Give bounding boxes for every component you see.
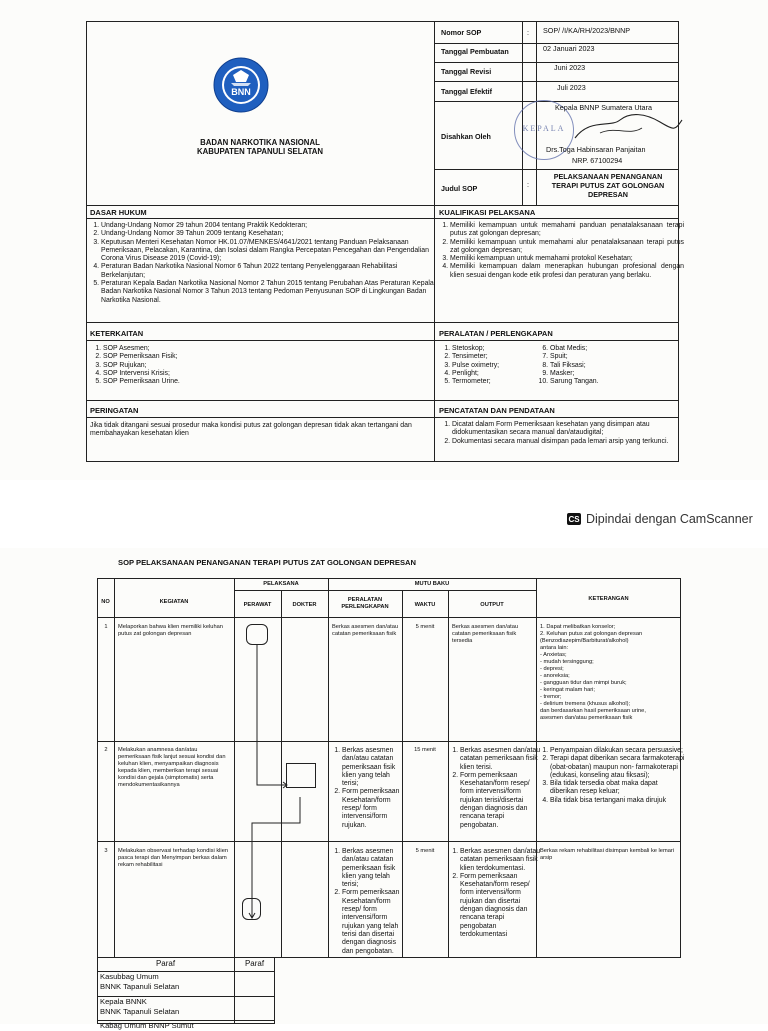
peralatan-item: 1. Berkas asesmen dan/atau catatan pemeriksaan fisik klien yang telah terisi; [342, 747, 408, 788]
tanggal-revisi-value: Juni 2023 [554, 63, 586, 72]
pencatatan-title: PENCATATAN DAN PENDATAAN [439, 406, 555, 415]
keterkaitan-item: 4. SOP Intervensi Krisis; [103, 370, 433, 378]
peralatan-item: 1. Stetoskop; [452, 345, 542, 353]
signature [570, 108, 685, 148]
row3-kegiatan: Melakukan observasi terhadap kondisi klien pasca terapi dan Menyimpan berkas dalam rekam rehabilitasi [118, 848, 229, 868]
keterangan-line: - mudah tersinggung; [540, 659, 594, 665]
row2-keterangan [541, 747, 686, 805]
keterkaitan-title: KETERKAITAN [90, 329, 144, 338]
dasar-hukum-list [90, 222, 441, 305]
row3-waktu: 5 menit [415, 848, 435, 854]
tanggal-pembuatan-value: 02 Januari 2023 [543, 44, 595, 53]
tanggal-efektif-label: Tanggal Efektif [441, 87, 492, 96]
camscanner-watermark [567, 512, 753, 526]
disahkan-name: Drs.Toga Habinsaran Panjaitan [546, 145, 646, 154]
colon: : [527, 28, 529, 37]
peralatan-item: 1. Berkas asesmen dan/atau catatan pemeriksaan fisik klien yang telah terisi; [342, 848, 408, 889]
kualifikasi-title: KUALIFIKASI PELAKSANA [439, 208, 536, 217]
output-item: 2. Form pemeriksaan Kesehatan/form resep/ form intervensi/form rujukan terisi/disertai dengan diagnosis dan rencana terapi pengobatan. [460, 772, 542, 830]
dasar-hukum-title: DASAR HUKUM [90, 208, 147, 217]
dasar-hukum-item: 2. Undang-Undang Nomor 39 Tahun 2009 tentang Kesehatan; [101, 230, 441, 238]
dasar-hukum-item: 5. Peraturan Kepala Badan Narkotika Nasional Nomor 2 Tahun 2015 tentang Perubahan Atas Peraturan Kepala Badan Narkotika Nasional Nomor 3 Tahun 2013 tentang Pedoman Penyusunan SOP di Lingkungan Badan Narkotika Nasional. [101, 280, 441, 305]
tanggal-pembuatan-label: Tanggal Pembuatan [441, 47, 509, 56]
keterangan-line: 1. Dapat melibatkan konselor; [540, 624, 616, 630]
peralatan-item: 8. Tali Fiksasi; [550, 362, 680, 370]
keterangan-item: 4. Bila tidak bisa tertangani maka dirujuk [550, 797, 686, 805]
col-perawat: PERAWAT [243, 602, 272, 608]
flow-process-box [286, 763, 316, 788]
keterangan-line: - Anxietas; [540, 652, 567, 658]
peralatan-list-right [536, 345, 680, 386]
judul-sop-line3: DEPRESAN [588, 190, 628, 199]
kualifikasi-list [439, 222, 684, 280]
keterangan-line: - delirium tremens (khusus alkohol); [540, 701, 631, 707]
row1-peralatan: Berkas asesmen dan/atau catatan pemeriksaan fisik [332, 624, 399, 637]
keterangan-line: 2. Keluhan putus zat golongan depresan [540, 631, 643, 637]
peralatan-list-left [441, 345, 542, 386]
keterangan-item: 1. Penyampaian dilakukan secara persuasive; [550, 747, 686, 755]
peringatan-text: Jika tidak ditangani sesuai prosedur maka kondisi putus zat golongan depresan tidak akan tertangani dan membahayakan kesehatan klien [90, 422, 412, 438]
keterangan-line: - gangguan tidur dan mimpi buruk; [540, 680, 627, 686]
keterkaitan-item: 5. SOP Pemeriksaan Urine. [103, 378, 433, 386]
peralatan-item: 2. Form pemeriksaan Kesehatan/form resep/ form intervensi/form rujukan. [342, 788, 408, 829]
sop-flow-page [0, 548, 768, 1030]
sop-cover-page [0, 0, 768, 480]
page2-title: SOP PELAKSANAAN PENANGANAN TERAPI PUTUS ZAT GOLONGAN DEPRESAN [118, 558, 417, 567]
col-mutu-baku: MUTU BAKU [414, 581, 450, 587]
peralatan-item: 9. Masker; [550, 370, 680, 378]
dasar-hukum-item: 3. Keputusan Menteri Kesehatan Nomor HK.01.07/MENKES/4641/2021 tentang Panduan Pelaksanaan Pemeriksaan, Pelacakan, Karantina, dan Isolasi dalam Rangka Percepatan Pencegahan dan Pengendalian Corona Virus Disease 2019 (Covid-19); [101, 239, 441, 264]
keterangan-line: (Benzodiazepim/Barbiturat/alkohol) [540, 638, 629, 644]
keterangan-line: - anoreksia; [540, 673, 570, 679]
col-output: OUTPUT [480, 602, 504, 608]
tanggal-efektif-value: Juli 2023 [557, 83, 586, 92]
pencatatan-item: 1. Dicatat dalam Form Pemeriksaan kesehatan yang disimpan atau didokumentasikan secara manual dan/ataudigital; [452, 421, 684, 438]
row2-output [451, 747, 542, 830]
row1-kegiatan: Melaporkan bahwa klien memiliki keluhan putus zat golongan depresan [118, 624, 223, 637]
col-kegiatan: KEGIATAN [159, 599, 189, 605]
paraf-row1-line1: Kasubbag Umum [100, 972, 159, 981]
row2-peralatan [333, 747, 408, 830]
row3-output [451, 848, 542, 939]
flow-end-terminator [242, 898, 261, 920]
keterangan-line: antara lain: [540, 645, 569, 651]
row3-keterangan: Berkas rekam rehabilitasi disimpan kembali ke lemari arsip [540, 848, 675, 861]
judul-sop-label: Judul SOP [441, 184, 478, 193]
camscanner-icon: CS [568, 514, 580, 524]
kualifikasi-item: 3. Memiliki kemampuan untuk memahami protokol Kesehatan; [450, 255, 684, 263]
row2-kegiatan: Melakukan anamnesa dan/atau pemeriksaan fisik lanjut sesuai kondisi dan keluhan klien, menyampaikan diagnosis kepada klien, memberikan terapi sesuai kondisi dan gejala (simptomatis) serta mendokumentasikannya [118, 747, 226, 788]
col-keterangan: KETERANGAN [588, 596, 629, 602]
row3-peralatan [333, 848, 408, 956]
org-name: BADAN NARKOTIKA NASIONAL [200, 138, 320, 147]
col-no: NO [101, 599, 110, 605]
paraf-row2-line1: Kepala BNNK [100, 997, 147, 1006]
nomor-sop-label: Nomor SOP [441, 28, 482, 37]
col-waktu: WAKTU [414, 602, 436, 608]
keterangan-line: - tremor; [540, 694, 562, 700]
camscanner-label: Dipindai dengan CamScanner [586, 512, 753, 526]
keterangan-item: 2. Terapi dapat diberikan secara farmakoterapi (obat-obatan) maupun non- farmakoterapi (edukasi, konseling atau fiksasi); [550, 755, 686, 780]
colon: : [527, 180, 529, 189]
peralatan-item: 5. Termometer; [452, 378, 542, 386]
peringatan-title: PERINGATAN [90, 406, 139, 415]
peralatan-item: 10. Sarung Tangan. [550, 378, 680, 386]
keterangan-line: - depresi; [540, 666, 564, 672]
row3-no: 3 [104, 848, 108, 854]
row2-waktu: 15 menit [414, 747, 436, 753]
output-item: 2. Form pemeriksaan Kesehatan/form resep/ form intervensi/form rujukan dan disertai dengan diagnosis dan rencana terapi pengobatan terdokumentasi [460, 873, 542, 939]
peralatan-item: 2. Form pemeriksaan Kesehatan/form resep/ form intervensi/form rujukan yang telah terisi dan disertai dengan diagnosis dan pengobatan. [342, 889, 408, 955]
row1-keterangan [540, 624, 680, 722]
dasar-hukum-item: 4. Peraturan Badan Narkotika Nasional Nomor 6 Tahun 2022 tentang Penyelenggaraan Rehabilitasi Berkelanjutan; [101, 263, 441, 280]
kualifikasi-item: 2. Memiliki kemampuan untuk memahami alur penatalaksanaan terapi putus zat golongan depresan; [450, 239, 684, 256]
keterangan-item: 3. Bila tidak tersedia obat maka dapat diberikan resep keluar; [550, 780, 686, 797]
keterkaitan-item: 2. SOP Pemeriksaan Fisik; [103, 353, 433, 361]
disahkan-title: Kepala BNNP Sumatera Utara [555, 103, 652, 112]
peralatan-item: 7. Spuit; [550, 353, 680, 361]
org-unit: KABUPATEN TAPANULI SELATAN [196, 147, 324, 156]
pencatatan-list [441, 421, 684, 446]
bnn-logo [213, 57, 269, 113]
pencatatan-item: 2. Dokumentasi secara manual disimpan pada lemari arsip yang terkunci. [452, 438, 684, 446]
disahkan-nrp: NRP. 67100294 [572, 156, 623, 165]
keterangan-line: dan berdasarkan hasil pemeriksaan urine, [540, 708, 646, 714]
kualifikasi-item: 1. Memiliki kemampuan untuk memahami panduan penatalaksanaan terapi putus zat golongan depresan; [450, 222, 684, 239]
peralatan-item: 4. Penlight; [452, 370, 542, 378]
judul-sop-line2: TERAPI PUTUS ZAT GOLONGAN [551, 181, 665, 190]
keterkaitan-list [92, 345, 433, 386]
keterkaitan-item: 1. SOP Asesmen; [103, 345, 433, 353]
kualifikasi-item: 4. Memiliki kemampuan dalam menerapkan hubungan profesional dengan klien sesuai dengan kode etik profesi dan peraturan yang berlaku. [450, 263, 684, 280]
peralatan-title: PERALATAN / PERLENGKAPAN [439, 329, 553, 338]
output-item: 1. Berkas asesmen dan/atau catatan pemeriksaan fisik klien terisi. [460, 747, 542, 772]
row1-waktu: 5 menit [415, 624, 435, 630]
col-pelaksana: PELAKSANA [263, 581, 299, 587]
logo-acronym: BNN [231, 87, 251, 97]
peralatan-item: 2. Tensimeter; [452, 353, 542, 361]
row2-no: 2 [104, 747, 108, 753]
paraf-col2: Paraf [244, 959, 265, 968]
row1-no: 1 [104, 624, 108, 630]
paraf-row2-line2: BNNK Tapanuli Selatan [100, 1007, 180, 1016]
paraf-row1-line2: BNNK Tapanuli Selatan [100, 982, 180, 991]
col-peralatan: PERALATAN PERLENGKAPAN [341, 597, 389, 610]
keterangan-line: asesmen dan/atau pemeriksaan fisik [540, 715, 633, 721]
peralatan-item: 6. Obat Medis; [550, 345, 680, 353]
disahkan-label: Disahkan Oleh [441, 132, 491, 141]
judul-sop-line1: PELAKSANAAN PENANGANAN [553, 172, 663, 181]
peralatan-item: 3. Pulse oximetry; [452, 362, 542, 370]
dasar-hukum-item: 1. Undang-Undang Nomor 29 tahun 2004 tentang Praktik Kedokteran; [101, 222, 441, 230]
tanggal-revisi-label: Tanggal Revisi [441, 67, 492, 76]
output-item: 1. Berkas asesmen dan/atau catatan pemeriksaan fisik klien terdokumentasi. [460, 848, 542, 873]
official-stamp: KEPALA [514, 100, 574, 160]
col-dokter: DOKTER [292, 602, 317, 608]
row1-output: Berkas asesmen dan/atau catatan pemeriksaan fisik tersedia [452, 624, 519, 644]
paraf-col1: Paraf [155, 959, 176, 968]
keterangan-line: - keringat malam hari; [540, 687, 595, 693]
keterkaitan-item: 3. SOP Rujukan; [103, 362, 433, 370]
nomor-sop-value: SOP/ /I/KA/RH/2023/BNNP [543, 26, 631, 35]
paraf-row3-line1: Kabag Umum BNNP Sumut [100, 1021, 194, 1030]
